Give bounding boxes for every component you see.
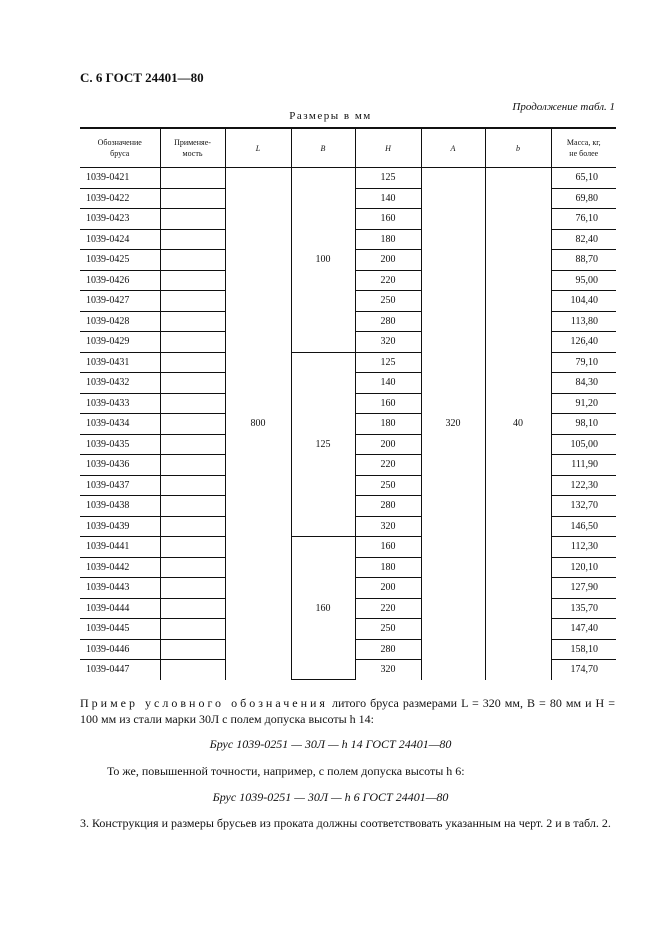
H-value-cell: 320 [355, 332, 421, 353]
mass-cell: 76,10 [551, 209, 616, 230]
code-cell: 1039-0447 [80, 660, 160, 680]
mass-cell: 98,10 [551, 414, 616, 435]
H-value-cell: 180 [355, 414, 421, 435]
mass-cell: 147,40 [551, 619, 616, 640]
mass-cell: 88,70 [551, 250, 616, 271]
clause-3-paragraph: 3. Конструкция и размеры брусьев из проката должны соответствовать указанным на черт. 2 и в табл. 2. [80, 816, 611, 830]
H-value-cell: 320 [355, 516, 421, 537]
higher-accuracy-paragraph: То же, повышенной точности, например, с полем допуска высоты h 6: [107, 764, 465, 778]
B-value-cell: 160 [291, 537, 355, 680]
A-value-cell: 320 [421, 168, 485, 680]
L-value-cell: 800 [225, 168, 291, 680]
application-cell [160, 434, 225, 455]
B-value-cell: 100 [291, 168, 355, 353]
code-cell: 1039-0422 [80, 188, 160, 209]
application-cell [160, 229, 225, 250]
code-cell: 1039-0444 [80, 598, 160, 619]
col-header-mass: Масса, кг, не более [551, 128, 616, 168]
mass-cell: 158,10 [551, 639, 616, 660]
H-value-cell: 220 [355, 270, 421, 291]
H-value-cell: 200 [355, 250, 421, 271]
application-cell [160, 352, 225, 373]
code-cell: 1039-0437 [80, 475, 160, 496]
application-cell [160, 373, 225, 394]
code-cell: 1039-0425 [80, 250, 160, 271]
application-cell [160, 537, 225, 558]
mass-cell: 105,00 [551, 434, 616, 455]
application-cell [160, 393, 225, 414]
application-cell [160, 188, 225, 209]
application-cell [160, 250, 225, 271]
mass-cell: 135,70 [551, 598, 616, 619]
application-cell [160, 270, 225, 291]
mass-cell: 84,30 [551, 373, 616, 394]
code-cell: 1039-0431 [80, 352, 160, 373]
code-cell: 1039-0421 [80, 168, 160, 189]
code-cell: 1039-0427 [80, 291, 160, 312]
code-cell: 1039-0433 [80, 393, 160, 414]
code-cell: 1039-0446 [80, 639, 160, 660]
b-value-cell: 40 [485, 168, 551, 680]
application-cell [160, 598, 225, 619]
col-header-A: A [421, 128, 485, 168]
H-value-cell: 250 [355, 291, 421, 312]
H-value-cell: 200 [355, 434, 421, 455]
code-cell: 1039-0428 [80, 311, 160, 332]
H-value-cell: 250 [355, 475, 421, 496]
mass-cell: 95,00 [551, 270, 616, 291]
application-cell [160, 291, 225, 312]
col-header-code: Обозначение бруса [80, 128, 160, 168]
mass-cell: 132,70 [551, 496, 616, 517]
table-continuation-label: Продолжение табл. 1 [512, 101, 615, 113]
col-header-b: b [485, 128, 551, 168]
mass-cell: 126,40 [551, 332, 616, 353]
dimensions-table [80, 127, 616, 680]
H-value-cell: 280 [355, 496, 421, 517]
H-value-cell: 250 [355, 619, 421, 640]
application-cell [160, 557, 225, 578]
col-header-L: L [225, 128, 291, 168]
mass-cell: 174,70 [551, 660, 616, 680]
application-cell [160, 311, 225, 332]
application-cell [160, 414, 225, 435]
mass-cell: 91,20 [551, 393, 616, 414]
units-caption: Размеры в мм [289, 110, 372, 122]
example-rest-text: литого бруса размерами L = 320 мм, B = 80 мм и H = 100 мм из стали марки 30Л с полем допуска высоты h 14: [80, 696, 615, 726]
designation-example-paragraph [80, 695, 615, 727]
H-value-cell: 220 [355, 598, 421, 619]
H-value-cell: 320 [355, 660, 421, 680]
mass-cell: 65,10 [551, 168, 616, 189]
example-lead-text: Пример условного обозначения [80, 696, 328, 710]
application-cell [160, 455, 225, 476]
mass-cell: 146,50 [551, 516, 616, 537]
table-row [80, 168, 616, 189]
mass-cell: 79,10 [551, 352, 616, 373]
H-value-cell: 180 [355, 229, 421, 250]
H-value-cell: 160 [355, 209, 421, 230]
application-cell [160, 660, 225, 680]
code-cell: 1039-0423 [80, 209, 160, 230]
application-cell [160, 209, 225, 230]
col-header-application: Применяе- мость [160, 128, 225, 168]
H-value-cell: 160 [355, 537, 421, 558]
code-cell: 1039-0434 [80, 414, 160, 435]
application-cell [160, 475, 225, 496]
H-value-cell: 280 [355, 311, 421, 332]
col-header-H: H [355, 128, 421, 168]
code-cell: 1039-0424 [80, 229, 160, 250]
code-cell: 1039-0441 [80, 537, 160, 558]
H-value-cell: 125 [355, 168, 421, 189]
H-value-cell: 160 [355, 393, 421, 414]
H-value-cell: 140 [355, 188, 421, 209]
code-cell: 1039-0443 [80, 578, 160, 599]
code-cell: 1039-0442 [80, 557, 160, 578]
mass-cell: 113,80 [551, 311, 616, 332]
H-value-cell: 280 [355, 639, 421, 660]
mass-cell: 69,80 [551, 188, 616, 209]
application-cell [160, 332, 225, 353]
application-cell [160, 516, 225, 537]
application-cell [160, 496, 225, 517]
table-header-row [80, 128, 616, 168]
mass-cell: 112,30 [551, 537, 616, 558]
code-cell: 1039-0438 [80, 496, 160, 517]
application-cell [160, 578, 225, 599]
code-cell: 1039-0439 [80, 516, 160, 537]
mass-cell: 120,10 [551, 557, 616, 578]
designation-formula-2: Брус 1039-0251 — 30Л — h 6 ГОСТ 24401—80 [212, 790, 449, 804]
mass-cell: 82,40 [551, 229, 616, 250]
B-value-cell: 125 [291, 352, 355, 537]
col-header-B: B [291, 128, 355, 168]
H-value-cell: 220 [355, 455, 421, 476]
mass-cell: 122,30 [551, 475, 616, 496]
code-cell: 1039-0429 [80, 332, 160, 353]
H-value-cell: 180 [355, 557, 421, 578]
application-cell [160, 639, 225, 660]
mass-cell: 127,90 [551, 578, 616, 599]
H-value-cell: 125 [355, 352, 421, 373]
application-cell [160, 619, 225, 640]
code-cell: 1039-0435 [80, 434, 160, 455]
H-value-cell: 200 [355, 578, 421, 599]
code-cell: 1039-0445 [80, 619, 160, 640]
code-cell: 1039-0432 [80, 373, 160, 394]
code-cell: 1039-0426 [80, 270, 160, 291]
H-value-cell: 140 [355, 373, 421, 394]
designation-formula-1: Брус 1039-0251 — 30Л — h 14 ГОСТ 24401—80 [209, 737, 452, 751]
mass-cell: 104,40 [551, 291, 616, 312]
code-cell: 1039-0436 [80, 455, 160, 476]
application-cell [160, 168, 225, 189]
mass-cell: 111,90 [551, 455, 616, 476]
page-header: С. 6 ГОСТ 24401—80 [80, 70, 204, 85]
